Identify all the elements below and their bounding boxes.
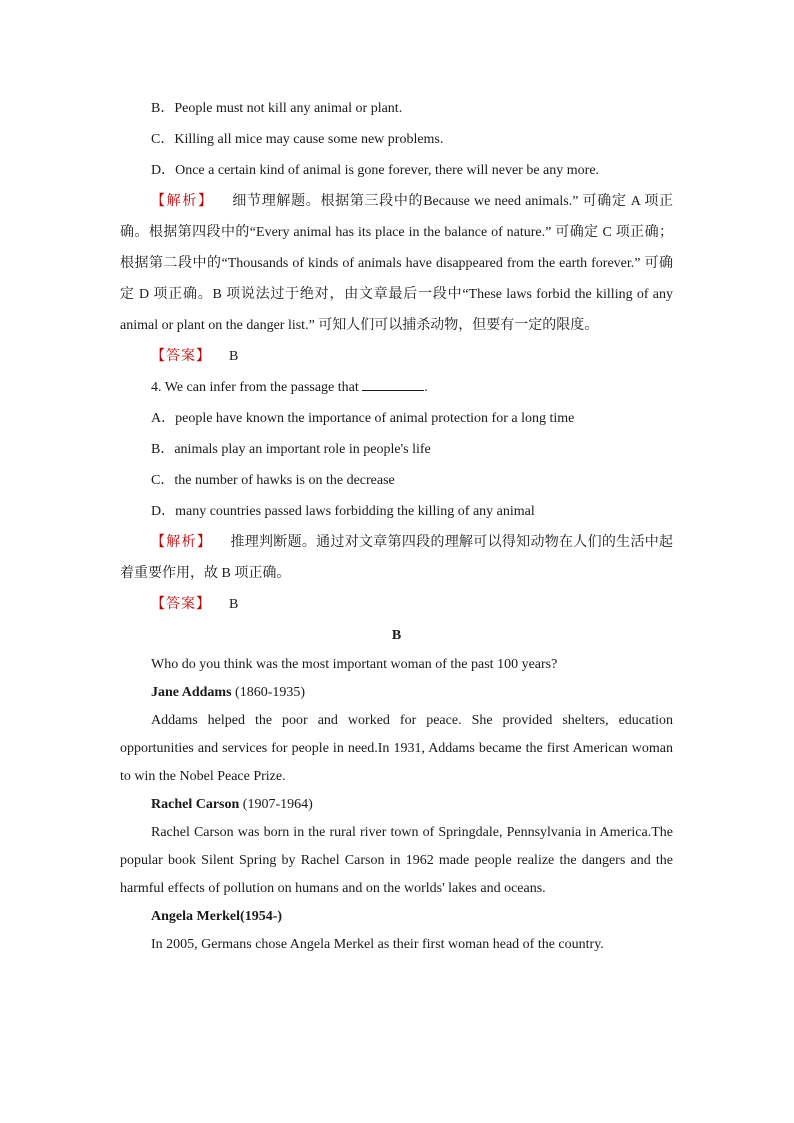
q4-analysis-text: 推理判断题。通过对文章第四段的理解可以得知动物在人们的生活中起着重要作用，故 B 项正确。 xyxy=(120,535,674,581)
q4-option-c: C．the number of hawks is on the decrease xyxy=(151,473,395,488)
answer-blank xyxy=(362,378,424,391)
person-name: Angela Merkel(1954-) xyxy=(151,909,283,924)
person-bio: Rachel Carson was born in the rural river town of Springdale, Pennsylvania in America.The popular book Silent Spring by Rachel Carson in 1962 made people realize the dangers and the harmful effects of pollution on humans and on the worlds' lakes and oceans. xyxy=(120,825,673,896)
q3-option-b: B．People must not kill any animal or plant. xyxy=(151,101,403,116)
analysis-tag: 【解析】 xyxy=(151,194,214,209)
passage-intro: Who do you think was the most important woman of the past 100 years? xyxy=(151,657,558,672)
q4-option-b: B．animals play an important role in people's life xyxy=(151,442,431,457)
person-dates: (1860-1935) xyxy=(231,685,306,700)
q4-option-d: D．many countries passed laws forbidding the killing of any animal xyxy=(151,504,535,519)
person-heading xyxy=(120,903,673,931)
q4-stem-end: . xyxy=(424,380,428,395)
person-heading xyxy=(120,791,673,819)
q3-analysis-text: 细节理解题。根据第三段中的Because we need animals.” 可确定 A 项正确。根据第四段中的“Every animal has its place in the balance of nature.” 可确定 C 项正确；根据第二段中的“Thousands of kinds of animals have disappeared from the earth forever.” 可确定 D 项正确。B 项说法过于绝对，由文章最后一段中“These laws forbid the killing of any animal or plant on the danger list.” 可知人们可以捕杀动物，但要有一定的限度。 xyxy=(120,194,673,333)
answer-tag: 【答案】 xyxy=(151,349,211,364)
q4-option-a: A．people have known the importance of animal protection for a long time xyxy=(151,411,575,426)
analysis-tag: 【解析】 xyxy=(151,535,213,550)
q3-answer xyxy=(120,341,673,372)
q4-answer-value: B xyxy=(229,597,239,612)
q3-answer-value: B xyxy=(229,349,239,364)
person-name: Jane Addams xyxy=(151,685,232,700)
q4-stem xyxy=(120,372,673,403)
answer-tag: 【答案】 xyxy=(151,597,211,612)
person-name: Rachel Carson xyxy=(151,797,240,812)
person-bio: Addams helped the poor and worked for peace. She provided shelters, education opportunities and services for people in need.In 1931, Addams became the first American woman to win the Nobel Peace Prize. xyxy=(120,713,673,784)
q3-analysis xyxy=(120,186,673,341)
person-dates: (1907-1964) xyxy=(239,797,313,812)
q3-option-c: C．Killing all mice may cause some new problems. xyxy=(151,132,444,147)
q4-answer xyxy=(120,589,673,620)
q3-option-d: D．Once a certain kind of animal is gone forever, there will never be any more. xyxy=(151,163,600,178)
document-page xyxy=(120,93,673,959)
section-letter: B xyxy=(391,628,402,643)
person-heading xyxy=(120,679,673,707)
q4-stem-text: 4. We can infer from the passage that xyxy=(151,380,359,395)
person-bio: In 2005, Germans chose Angela Merkel as their first woman head of the country. xyxy=(151,937,604,952)
q4-analysis xyxy=(120,527,673,589)
